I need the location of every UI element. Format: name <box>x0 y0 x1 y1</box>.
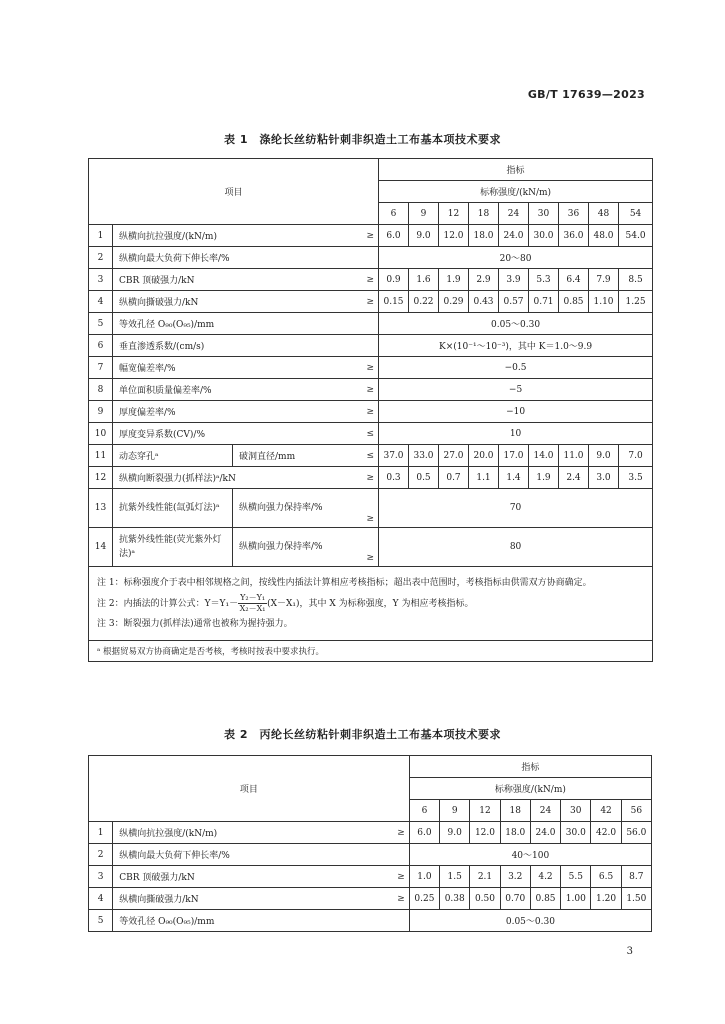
table-row <box>89 467 653 489</box>
value-cell: 56.0 <box>621 822 651 844</box>
table-row <box>89 844 652 866</box>
row-symbol: ≥ <box>345 357 379 379</box>
strength-cell: 36 <box>559 203 589 225</box>
table-row <box>89 291 653 313</box>
strength-header: 标称强度/(kN/m) <box>409 778 651 800</box>
note-2 <box>97 593 644 614</box>
item-header: 项目 <box>89 159 379 225</box>
page-number: 3 <box>626 946 633 957</box>
strength-cell: 42 <box>591 800 621 822</box>
value-cell: 0.3 <box>379 467 409 489</box>
value-cell: 14.0 <box>529 445 559 467</box>
row-number: 4 <box>89 291 113 313</box>
row-number: 7 <box>89 357 113 379</box>
row-symbol: ≤ <box>345 445 379 467</box>
row-label: 纵横向抗拉强度/(kN/m) <box>113 822 375 844</box>
strength-cell: 56 <box>621 800 651 822</box>
row-symbol: ≥ <box>375 866 409 888</box>
row-label: 垂直渗透系数/(cm/s) <box>113 335 345 357</box>
table-row <box>89 910 652 932</box>
span-value: −5 <box>379 379 653 401</box>
row-symbol: ≥ <box>345 401 379 423</box>
row-number: 2 <box>89 844 113 866</box>
row-number: 5 <box>89 910 113 932</box>
table-row <box>89 379 653 401</box>
strength-cell: 12 <box>439 203 469 225</box>
value-cell: 6.0 <box>379 225 409 247</box>
strength-cell: 9 <box>409 203 439 225</box>
value-cell: 1.0 <box>409 866 439 888</box>
row-number: 3 <box>89 269 113 291</box>
value-cell: 0.70 <box>500 888 530 910</box>
value-cell: 0.9 <box>379 269 409 291</box>
strength-cell: 24 <box>499 203 529 225</box>
value-cell: 11.0 <box>559 445 589 467</box>
row-symbol: ≥ <box>345 467 379 489</box>
row-number: 14 <box>89 528 113 567</box>
value-cell: 1.25 <box>619 291 653 313</box>
row-number: 1 <box>89 225 113 247</box>
value-cell: 33.0 <box>409 445 439 467</box>
value-cell: 3.2 <box>500 866 530 888</box>
row-label: 抗紫外线性能(氙弧灯法)ᵃ <box>113 489 233 528</box>
row-sublabel: 纵横向强力保持率/% <box>233 489 345 528</box>
value-cell: 0.43 <box>469 291 499 313</box>
note-1: 注 1：标称强度介于表中相邻规格之间，按线性内插法计算相应考核指标；超出表中范围时，考核指标由供需双方协商确定。 <box>97 578 592 588</box>
table-row <box>89 247 653 269</box>
value-cell: 1.9 <box>529 467 559 489</box>
row-symbol: ≥ <box>375 822 409 844</box>
value-cell: 1.00 <box>561 888 591 910</box>
span-value: 80 <box>379 528 653 567</box>
value-cell: 0.50 <box>470 888 500 910</box>
span-value: −10 <box>379 401 653 423</box>
value-cell: 0.7 <box>439 467 469 489</box>
table-row <box>89 822 652 844</box>
value-cell: 24.0 <box>499 225 529 247</box>
table-row <box>89 401 653 423</box>
note-2-prefix: 注 2：内插法的计算公式：Y＝Y₁－ <box>97 599 239 609</box>
value-cell: 9.0 <box>409 225 439 247</box>
value-cell: 1.10 <box>589 291 619 313</box>
table-row <box>89 489 653 528</box>
row-number: 9 <box>89 401 113 423</box>
value-cell: 30.0 <box>529 225 559 247</box>
table-row <box>89 335 653 357</box>
span-value: K×(10⁻¹～10⁻³)，其中 K＝1.0～9.9 <box>379 335 653 357</box>
value-cell: 37.0 <box>379 445 409 467</box>
table-row <box>89 269 653 291</box>
value-cell: 0.71 <box>529 291 559 313</box>
row-number: 13 <box>89 489 113 528</box>
strength-header: 标称强度/(kN/m) <box>379 181 653 203</box>
table-row <box>89 423 653 445</box>
value-cell: 18.0 <box>500 822 530 844</box>
value-cell: 0.85 <box>530 888 560 910</box>
row-number: 12 <box>89 467 113 489</box>
value-cell: 5.5 <box>561 866 591 888</box>
value-cell: 3.0 <box>589 467 619 489</box>
value-cell: 30.0 <box>561 822 591 844</box>
value-cell: 0.25 <box>409 888 439 910</box>
value-cell: 12.0 <box>439 225 469 247</box>
value-cell: 0.5 <box>409 467 439 489</box>
row-symbol <box>345 247 379 269</box>
value-cell: 1.4 <box>499 467 529 489</box>
strength-cell: 24 <box>530 800 560 822</box>
row-sublabel: 破洞直径/mm <box>233 445 345 467</box>
value-cell: 7.9 <box>589 269 619 291</box>
value-cell: 48.0 <box>589 225 619 247</box>
row-label: 纵横向抗拉强度/(kN/m) <box>113 225 345 247</box>
span-value: −0.5 <box>379 357 653 379</box>
row-label: 纵横向撕破强力/kN <box>113 888 375 910</box>
strength-cell: 48 <box>589 203 619 225</box>
row-label: 幅宽偏差率/% <box>113 357 345 379</box>
table-row <box>89 888 652 910</box>
span-value: 20～80 <box>379 247 653 269</box>
row-symbol <box>375 844 409 866</box>
table-row <box>89 225 653 247</box>
row-label: 厚度偏差率/% <box>113 401 345 423</box>
row-symbol: ≥ <box>345 291 379 313</box>
span-value: 40～100 <box>409 844 651 866</box>
row-label: 纵横向撕破强力/kN <box>113 291 345 313</box>
value-cell: 0.57 <box>499 291 529 313</box>
value-cell: 12.0 <box>470 822 500 844</box>
value-cell: 20.0 <box>469 445 499 467</box>
value-cell: 8.7 <box>621 866 651 888</box>
row-symbol: ≥ <box>375 888 409 910</box>
index-header: 指标 <box>379 159 653 181</box>
span-value: 0.05～0.30 <box>379 313 653 335</box>
value-cell: 6.0 <box>409 822 439 844</box>
fraction <box>238 593 267 614</box>
value-cell: 7.0 <box>619 445 653 467</box>
row-label: 动态穿孔ᵃ <box>113 445 233 467</box>
value-cell: 0.38 <box>440 888 470 910</box>
table2-caption: 表 2 丙纶长丝纺粘针刺非织造土工布基本项技术要求 <box>224 728 501 741</box>
value-cell: 1.50 <box>621 888 651 910</box>
fraction-denominator: X₂－X₁ <box>239 604 266 613</box>
item-header: 项目 <box>89 756 410 822</box>
row-label: CBR 顶破强力/kN <box>113 269 345 291</box>
note-3: 注 3：断裂强力(抓样法)通常也被称为握持强力。 <box>97 619 293 629</box>
row-label: 等效孔径 O₉₀(O₉₅)/mm <box>113 313 345 335</box>
table2 <box>88 755 652 932</box>
table-row <box>89 866 652 888</box>
row-number: 1 <box>89 822 113 844</box>
fraction-numerator: Y₂－Y₁ <box>240 593 266 602</box>
value-cell: 1.9 <box>439 269 469 291</box>
standard-number: GB/T 17639—2023 <box>527 88 645 101</box>
row-number: 10 <box>89 423 113 445</box>
row-symbol: ≥ <box>345 379 379 401</box>
value-cell: 9.0 <box>440 822 470 844</box>
value-cell: 4.2 <box>530 866 560 888</box>
row-number: 2 <box>89 247 113 269</box>
value-cell: 2.1 <box>470 866 500 888</box>
row-symbol <box>345 313 379 335</box>
row-number: 11 <box>89 445 113 467</box>
value-cell: 0.29 <box>439 291 469 313</box>
row-number: 4 <box>89 888 113 910</box>
value-cell: 18.0 <box>469 225 499 247</box>
value-cell: 1.5 <box>440 866 470 888</box>
row-number: 3 <box>89 866 113 888</box>
strength-cell: 9 <box>440 800 470 822</box>
value-cell: 42.0 <box>591 822 621 844</box>
value-cell: 2.9 <box>469 269 499 291</box>
value-cell: 0.85 <box>559 291 589 313</box>
row-symbol: ≥ <box>345 269 379 291</box>
row-number: 6 <box>89 335 113 357</box>
row-symbol <box>375 910 409 932</box>
span-value: 10 <box>379 423 653 445</box>
value-cell: 0.22 <box>409 291 439 313</box>
strength-cell: 18 <box>469 203 499 225</box>
value-cell: 3.5 <box>619 467 653 489</box>
row-label: 厚度变异系数(CV)/% <box>113 423 345 445</box>
strength-cell: 12 <box>470 800 500 822</box>
strength-cell: 54 <box>619 203 653 225</box>
value-cell: 27.0 <box>439 445 469 467</box>
value-cell: 1.20 <box>591 888 621 910</box>
table-row <box>89 313 653 335</box>
value-cell: 36.0 <box>559 225 589 247</box>
row-label: 单位面积质量偏差率/% <box>113 379 345 401</box>
value-cell: 6.4 <box>559 269 589 291</box>
row-label: 纵横向最大负荷下伸长率/% <box>113 844 375 866</box>
table-row <box>89 445 653 467</box>
row-symbol: ≥ <box>345 528 379 567</box>
notes <box>89 567 653 641</box>
row-symbol: ≥ <box>345 225 379 247</box>
value-cell: 1.6 <box>409 269 439 291</box>
strength-cell: 6 <box>409 800 439 822</box>
value-cell: 17.0 <box>499 445 529 467</box>
value-cell: 2.4 <box>559 467 589 489</box>
table1 <box>88 158 653 662</box>
row-label: 纵横向最大负荷下伸长率/% <box>113 247 345 269</box>
strength-cell: 18 <box>500 800 530 822</box>
value-cell: 3.9 <box>499 269 529 291</box>
footnote: ᵃ 根据贸易双方协商确定是否考核，考核时按表中要求执行。 <box>89 641 653 662</box>
table-row <box>89 357 653 379</box>
value-cell: 0.15 <box>379 291 409 313</box>
row-number: 8 <box>89 379 113 401</box>
value-cell: 8.5 <box>619 269 653 291</box>
value-cell: 54.0 <box>619 225 653 247</box>
strength-cell: 30 <box>529 203 559 225</box>
value-cell: 6.5 <box>591 866 621 888</box>
table-row <box>89 528 653 567</box>
strength-cell: 30 <box>561 800 591 822</box>
value-cell: 5.3 <box>529 269 559 291</box>
row-number: 5 <box>89 313 113 335</box>
row-symbol <box>345 335 379 357</box>
value-cell: 24.0 <box>530 822 560 844</box>
index-header: 指标 <box>409 756 651 778</box>
row-label: CBR 顶破强力/kN <box>113 866 375 888</box>
span-value: 70 <box>379 489 653 528</box>
row-label: 抗紫外线性能(荧光紫外灯法)ᵃ <box>113 528 233 567</box>
row-sublabel: 纵横向强力保持率/% <box>233 528 345 567</box>
note-2-suffix: (X－X₁)，其中 X 为标称强度，Y 为相应考核指标。 <box>267 599 474 609</box>
strength-cell: 6 <box>379 203 409 225</box>
row-label: 等效孔径 O₉₀(O₉₅)/mm <box>113 910 375 932</box>
row-label: 纵横向断裂强力(抓样法)ᵃ/kN <box>113 467 345 489</box>
value-cell: 9.0 <box>589 445 619 467</box>
table1-caption: 表 1 涤纶长丝纺粘针刺非织造土工布基本项技术要求 <box>224 133 501 146</box>
row-symbol: ≥ <box>345 489 379 528</box>
span-value: 0.05～0.30 <box>409 910 651 932</box>
value-cell: 1.1 <box>469 467 499 489</box>
row-symbol: ≤ <box>345 423 379 445</box>
